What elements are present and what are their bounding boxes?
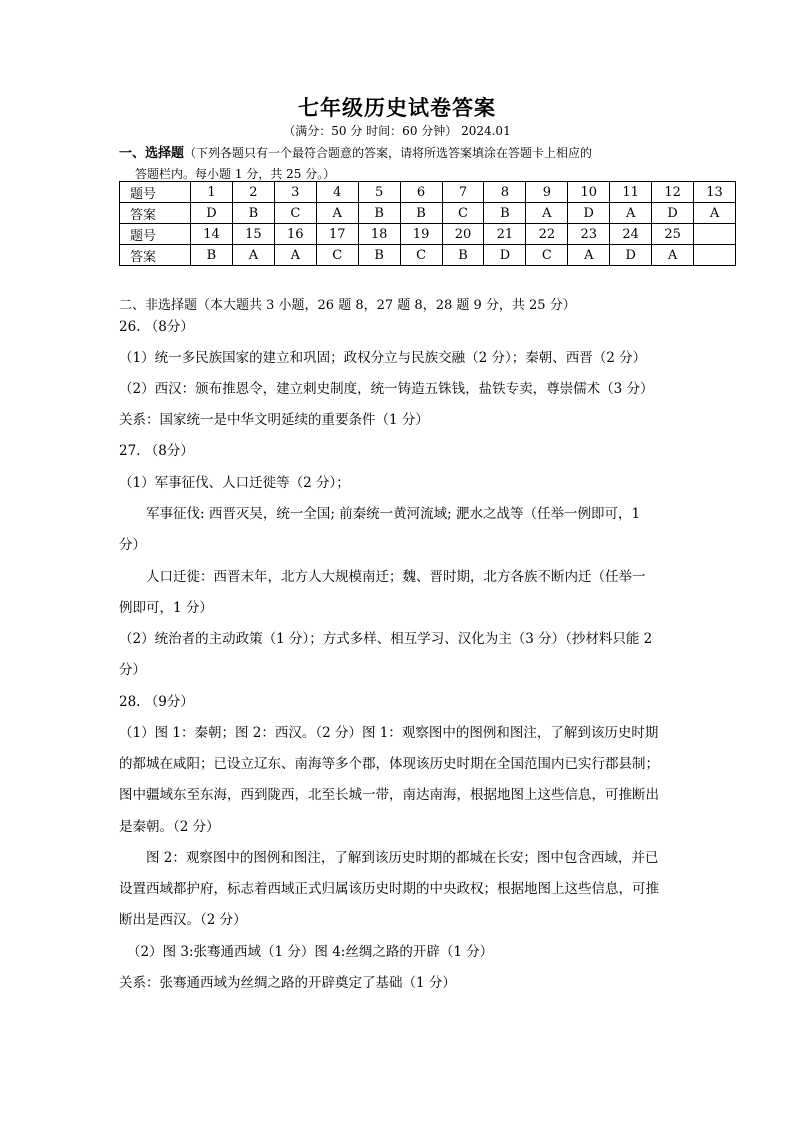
q28-answer-1-line-2: 的都城在咸阳；已设立辽东、南海等多个郡，体现该历史时期在全国范围内已实行郡县制； xyxy=(119,756,659,772)
answer-table-cell: 18 xyxy=(358,224,400,245)
section-choice-instruction-1: （下列各题只有一个最符合题意的答案，请将所选答案填涂在答题卡上相应的 xyxy=(184,146,593,160)
q27-answer-2-line-2: 分） xyxy=(119,662,146,678)
q28-fig2-line-1: 图 2：观察图中的图例和图注，了解到该历史时期的都城在长安；图中包含西域，并已 xyxy=(146,850,659,866)
answer-table-cell: 7 xyxy=(442,182,484,203)
answer-table-row-label: 答案 xyxy=(120,203,191,224)
answer-table-row xyxy=(120,203,736,224)
answer-table-row-label: 题号 xyxy=(120,224,191,245)
answer-table-cell: 1 xyxy=(191,182,233,203)
answer-table-cell: D xyxy=(484,245,526,266)
answer-table-cell: A xyxy=(568,245,610,266)
page-title: 七年级历史试卷答案 xyxy=(298,95,496,120)
q26-relation: 关系：国家统一是中华文明延续的重要条件（1 分） xyxy=(119,412,429,428)
answer-table-cell: 2 xyxy=(232,182,274,203)
answer-table-cell: B xyxy=(442,245,484,266)
answer-table-cell: A xyxy=(610,203,652,224)
answer-table-cell: 12 xyxy=(652,182,694,203)
section-nonchoice-heading: 二、非选择题（本大题共 3 小题，26 题 8，27 题 8，28 题 9 分，共 25 分） xyxy=(119,298,576,313)
q27-answer-2-line-1: （2）统治者的主动政策（1 分）；方式多样、相互学习、汉化为主（3 分）（抄材料只能 2 xyxy=(119,631,653,647)
q28-heading: 28. （9分） xyxy=(119,694,194,710)
answer-table-cell: A xyxy=(232,245,274,266)
q27-answer-1: （1）军事征伐、人口迁徙等（2 分）； xyxy=(119,475,350,491)
answer-table-cell: B xyxy=(191,245,233,266)
answer-table-cell: B xyxy=(358,245,400,266)
answer-table-cell: 19 xyxy=(400,224,442,245)
q27-migration-line-2: 例即可，1 分） xyxy=(119,600,213,616)
answer-table-cell: A xyxy=(652,245,694,266)
q28-answer-1-line-4: 是秦朝。（2 分） xyxy=(119,819,220,835)
answer-table-cell: C xyxy=(400,245,442,266)
answer-table-cell: 21 xyxy=(484,224,526,245)
answer-table-cell: A xyxy=(274,245,316,266)
q28-answer-1-line-3: 图中疆域东至东海，西到陇西，北至长城一带，南达南海，根据地图上这些信息，可推断出 xyxy=(119,787,659,803)
answer-table-cell: B xyxy=(358,203,400,224)
answer-table-row xyxy=(120,245,736,266)
q27-migration-line-1: 人口迁徙：西晋末年，北方人大规模南迁；魏、晋时期，北方各族不断内迁（任举一 xyxy=(146,569,646,585)
q27-military-line-2: 分） xyxy=(119,537,146,553)
answer-table-cell: 14 xyxy=(191,224,233,245)
answer-table-cell: 5 xyxy=(358,182,400,203)
q27-military-line-1: 军事征伐: 西晋灭吴，统一全国; 前秦统一黄河流域; 淝水之战等（任举一例即可，1 xyxy=(146,506,641,522)
answer-table-cell: A xyxy=(694,203,736,224)
answer-table-cell: 22 xyxy=(526,224,568,245)
answer-table-cell: B xyxy=(232,203,274,224)
answer-table-cell: 16 xyxy=(274,224,316,245)
q26-answer-1: （1）统一多民族国家的建立和巩固；政权分立与民族交融（2 分）；秦朝、西晋（2 分） xyxy=(119,350,647,366)
section-choice-title: 一、选择题 xyxy=(119,146,185,161)
answer-table-cell: 3 xyxy=(274,182,316,203)
answer-table-cell: A xyxy=(316,203,358,224)
q28-relation: 关系：张骞通西域为丝绸之路的开辟奠定了基础（1 分） xyxy=(119,975,456,991)
answer-table-row-label: 题号 xyxy=(120,182,191,203)
q27-heading: 27. （8分） xyxy=(119,443,194,459)
q28-answer-1-line-1: （1）图 1：秦朝；图 2：西汉。（2 分）图 1：观察图中的图例和图注，了解到该历史时期 xyxy=(119,725,659,741)
q26-answer-2: （2）西汉：颁布推恩令，建立刺史制度，统一铸造五铢钱，盐铁专卖，尊崇儒术（3 分） xyxy=(119,381,654,397)
exam-info: （满分：50 分 时间：60 分钟） 2024.01 xyxy=(283,124,511,138)
answer-table-cell: 10 xyxy=(568,182,610,203)
q28-answer-2: （2）图 3:张骞通西域（1 分）图 4:丝绸之路的开辟（1 分） xyxy=(127,944,494,960)
answer-table-cell: 11 xyxy=(610,182,652,203)
answer-table-cell: D xyxy=(610,245,652,266)
answer-table-cell: 15 xyxy=(232,224,274,245)
q28-fig2-line-2: 设置西域都护府，标志着西域正式归属该历史时期的中央政权；根据地图上这些信息，可推 xyxy=(119,881,659,897)
answer-table-cell: 6 xyxy=(400,182,442,203)
answer-table-cell: D xyxy=(652,203,694,224)
q26-heading: 26. （8分） xyxy=(119,319,194,335)
answer-table-row xyxy=(120,182,736,203)
section-choice-heading xyxy=(119,143,719,184)
answer-table-cell: B xyxy=(400,203,442,224)
q28-fig2-line-3: 断出是西汉。（2 分） xyxy=(119,912,247,928)
answer-table-cell xyxy=(694,224,736,245)
answer-table-cell: 17 xyxy=(316,224,358,245)
answer-table-cell: B xyxy=(484,203,526,224)
answer-table-cell: D xyxy=(191,203,233,224)
answer-table-row-label: 答案 xyxy=(120,245,191,266)
answer-table-cell: 24 xyxy=(610,224,652,245)
answer-table-cell: 9 xyxy=(526,182,568,203)
answer-table-cell: 25 xyxy=(652,224,694,245)
answer-table-cell: 23 xyxy=(568,224,610,245)
answer-table-cell: A xyxy=(526,203,568,224)
answer-table-cell: 4 xyxy=(316,182,358,203)
answer-table-cell: C xyxy=(526,245,568,266)
answer-table-row xyxy=(120,224,736,245)
answer-table-cell: 20 xyxy=(442,224,484,245)
answer-table-cell: C xyxy=(316,245,358,266)
answer-table-cell: D xyxy=(568,203,610,224)
section-choice-instruction-2: 答题栏内。每小题 1 分，共 25 分。） xyxy=(135,167,336,181)
answer-table xyxy=(119,181,736,266)
answer-table-cell: 8 xyxy=(484,182,526,203)
answer-table-cell xyxy=(694,245,736,266)
answer-table-cell: 13 xyxy=(694,182,736,203)
answer-table-cell: C xyxy=(274,203,316,224)
answer-table-cell: C xyxy=(442,203,484,224)
